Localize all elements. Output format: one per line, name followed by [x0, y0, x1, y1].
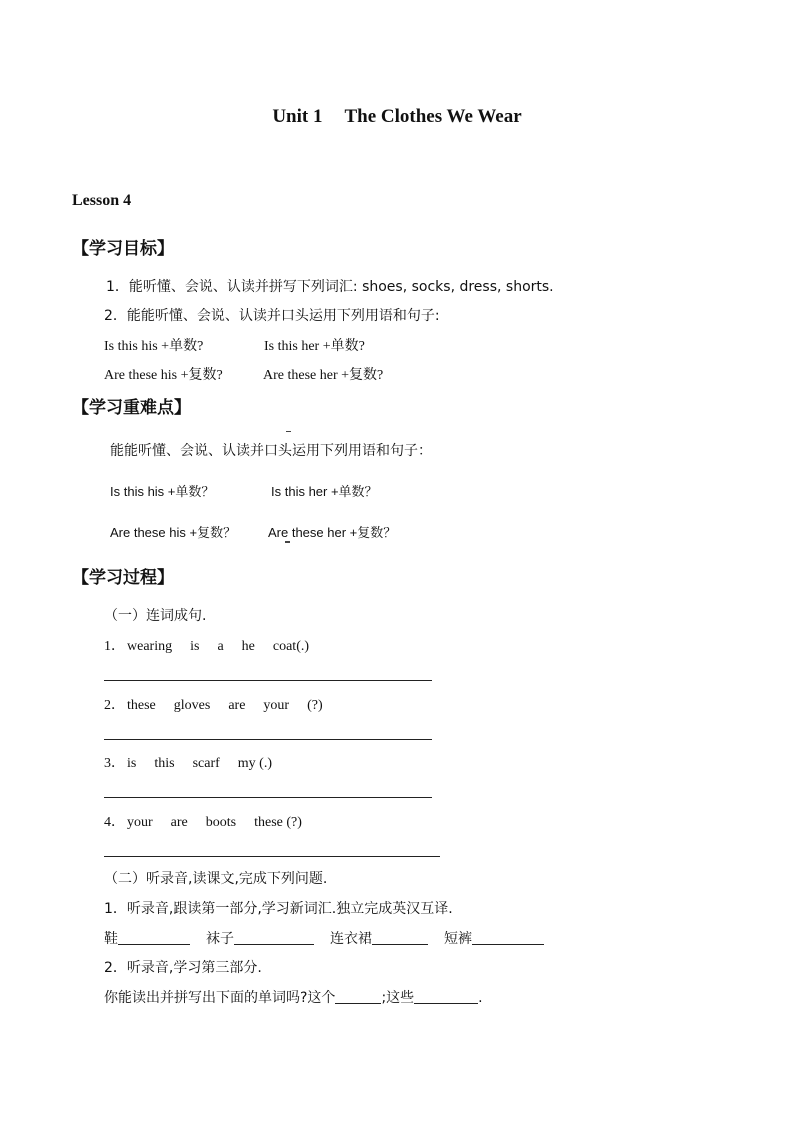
word: is: [190, 639, 200, 654]
part2-item-2: 2．听录音,学习第三部分.: [104, 960, 262, 976]
word: a: [217, 639, 224, 654]
vocab-dress: 连衣裙: [330, 931, 372, 947]
goals-sentence-2: Is this her +单数?: [264, 339, 365, 354]
unit-name: The Clothes We Wear: [344, 106, 522, 127]
vocab-shorts: 短裤: [444, 931, 472, 947]
goals-item-2: 2．能能听懂、会说、认读并口头运用下列用语和句子:: [104, 308, 440, 324]
key-sentence-3: Are these his +复数？: [110, 525, 237, 540]
word: your: [263, 698, 290, 713]
word: gloves: [173, 698, 211, 713]
answer-line-2[interactable]: [104, 739, 432, 740]
key-sentence-4: Are these her +复数？: [268, 525, 397, 540]
key-sentence-2: Is this her +单数？: [271, 484, 378, 499]
mark-tick: [285, 541, 290, 543]
question-4: [104, 811, 302, 831]
key-points-heading: 【学习重难点】: [72, 398, 191, 418]
word: (?): [307, 698, 323, 713]
process-heading: 【学习过程】: [72, 568, 174, 588]
goals-item-1: 1．能听懂、会说、认读并拼写下列词汇: shoes, socks, dress, shorts.: [106, 279, 554, 295]
question-text-b: ;这些: [381, 990, 415, 1006]
blank-dress[interactable]: [372, 930, 428, 945]
blank-these[interactable]: [414, 989, 478, 1004]
question-2: [104, 694, 323, 714]
lesson-label: Lesson 4: [72, 192, 132, 209]
word: scarf: [192, 756, 220, 771]
question-3: [104, 752, 272, 772]
part2-item-1: 1．听录音,跟读第一部分,学习新词汇.独立完成英汉互译.: [104, 901, 453, 917]
word: boots: [205, 815, 237, 830]
word: these: [127, 698, 156, 713]
part1-title: （一）连词成句.: [104, 608, 207, 624]
key-sentence-1: Is this his +单数？: [110, 484, 215, 499]
answer-line-3[interactable]: [104, 797, 432, 798]
question-number: 4．: [104, 815, 125, 830]
word: these (?): [254, 815, 302, 830]
question-text-a: 你能读出并拼写出下面的单词吗?这个: [104, 990, 336, 1006]
blank-shorts[interactable]: [472, 930, 544, 945]
blank-socks[interactable]: [234, 930, 314, 945]
goals-sentence-1: Is this his +单数?: [104, 339, 204, 354]
unit-label: Unit 1: [272, 106, 323, 127]
question-number: 3．: [104, 756, 125, 771]
word: is: [127, 756, 137, 771]
word: are: [170, 815, 188, 830]
vocab-socks: 袜子: [206, 931, 234, 947]
page-title: [0, 106, 794, 128]
answer-line-4[interactable]: [104, 856, 440, 857]
mark-tick: [286, 431, 291, 432]
part2-title: （二）听录音,读课文,完成下列问题.: [104, 871, 328, 887]
question-number: 2．: [104, 698, 125, 713]
goals-sentence-4: Are these her +复数?: [263, 368, 384, 383]
blank-shoes[interactable]: [118, 930, 190, 945]
word: this: [154, 756, 175, 771]
word: he: [241, 639, 255, 654]
goals-heading: 【学习目标】: [72, 239, 174, 259]
word: are: [228, 698, 246, 713]
part2-question: [104, 987, 483, 1007]
key-points-intro: 能能听懂、会说、认读并口头运用下列用语和句子：: [110, 443, 432, 459]
word: your: [127, 815, 153, 830]
vocab-row: [104, 928, 544, 948]
question-text-end: .: [478, 990, 483, 1006]
vocab-shoes: 鞋: [104, 931, 118, 947]
question-1: [104, 635, 309, 655]
word: wearing: [127, 639, 173, 654]
goals-sentence-3: Are these his +复数?: [104, 368, 223, 383]
word: coat(.): [272, 639, 310, 654]
question-number: 1．: [104, 639, 125, 654]
answer-line-1[interactable]: [104, 680, 432, 681]
word: my (.): [237, 756, 272, 771]
blank-this[interactable]: [335, 989, 381, 1004]
